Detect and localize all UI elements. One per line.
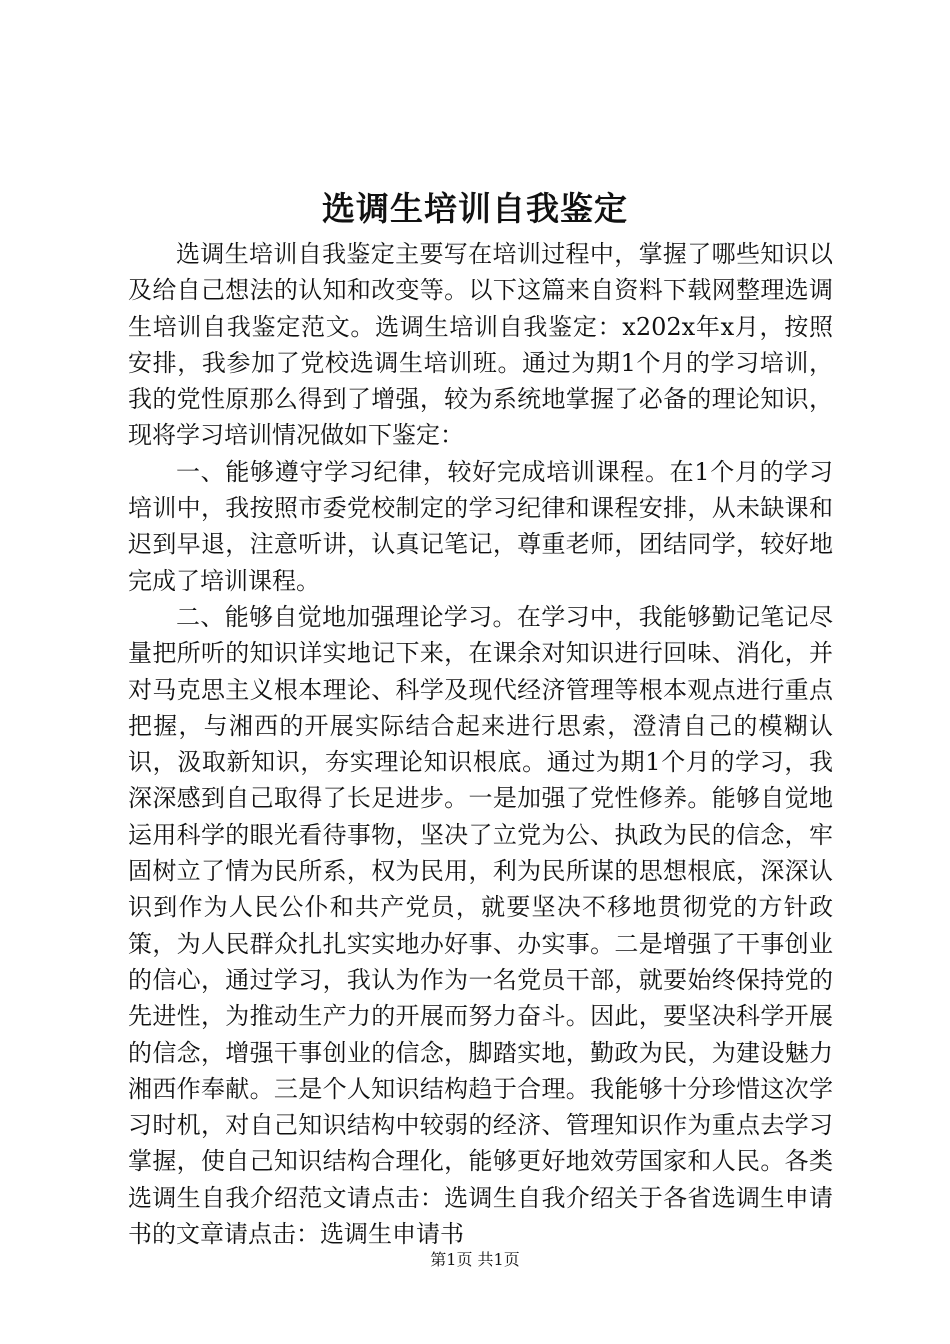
paragraph-theory-study: 二、能够自觉地加强理论学习。在学习中，我能够勤记笔记尽量把所听的知识详实地记下来，在课余对知识进行回味、消化，并对马克思主义根本理论、科学及现代经济管理等根本观点进行重点把握，与湘西的开展实际结合起来进行思索，澄清自己的模糊认识，汲取新知识，夯实理论知识根底。通过为期1个月的学习，我深深感到自己取得了长足进步。一是加强了党性修养。能够自觉地运用科学的眼光看待事物，坚决了立党为公、执政为民的信念，牢固树立了情为民所系，权为民用，利为民所谋的思想根底，深深认识到作为人民公仆和共产党员，就要坚决不移地贯彻党的方针政策，为人民群众扎扎实实地办好事、办实事。二是增强了干事创业的信心，通过学习，我认为作为一名党员干部，就要始终保持党的先进性，为推动生产力的开展而努力奋斗。因此，要坚决科学开展的信念，增强干事创业的信念，脚踏实地，勤政为民，为建设魅力湘西作奉献。三是个人知识结构趋于合理。我能够十分珍惜这次学习时机，对自己知识结构中较弱的经济、管理知识作为重点去学习掌握，使自己知识结构合理化，能够更好地效劳国家和人民。各类选调生自我介绍范文请点击：选调生自我介绍关于各省选调生申请书的文章请点击：选调生申请书 <box>128 602 833 1249</box>
document-title: 选调生培训自我鉴定 <box>322 189 628 228</box>
document-body <box>128 236 833 1252</box>
paragraph-intro: 选调生培训自我鉴定主要写在培训过程中，掌握了哪些知识以及给自己想法的认知和改变等。以下这篇来自资料下载网整理选调生培训自我鉴定范文。选调生培训自我鉴定：x202x年x月，按照安排，我参加了党校选调生培训班。通过为期1个月的学习培训，我的党性原那么得到了增强，较为系统地掌握了必备的理论知识，现将学习培训情况做如下鉴定： <box>128 240 833 450</box>
paragraph-discipline: 一、能够遵守学习纪律，较好完成培训课程。在1个月的学习培训中，我按照市委党校制定的学习纪律和课程安排，从未缺课和迟到早退，注意听讲，认真记笔记，尊重老师，团结同学，较好地完成了培训课程。 <box>128 457 833 595</box>
page-footer: 第1页 共1页 <box>430 1250 520 1269</box>
